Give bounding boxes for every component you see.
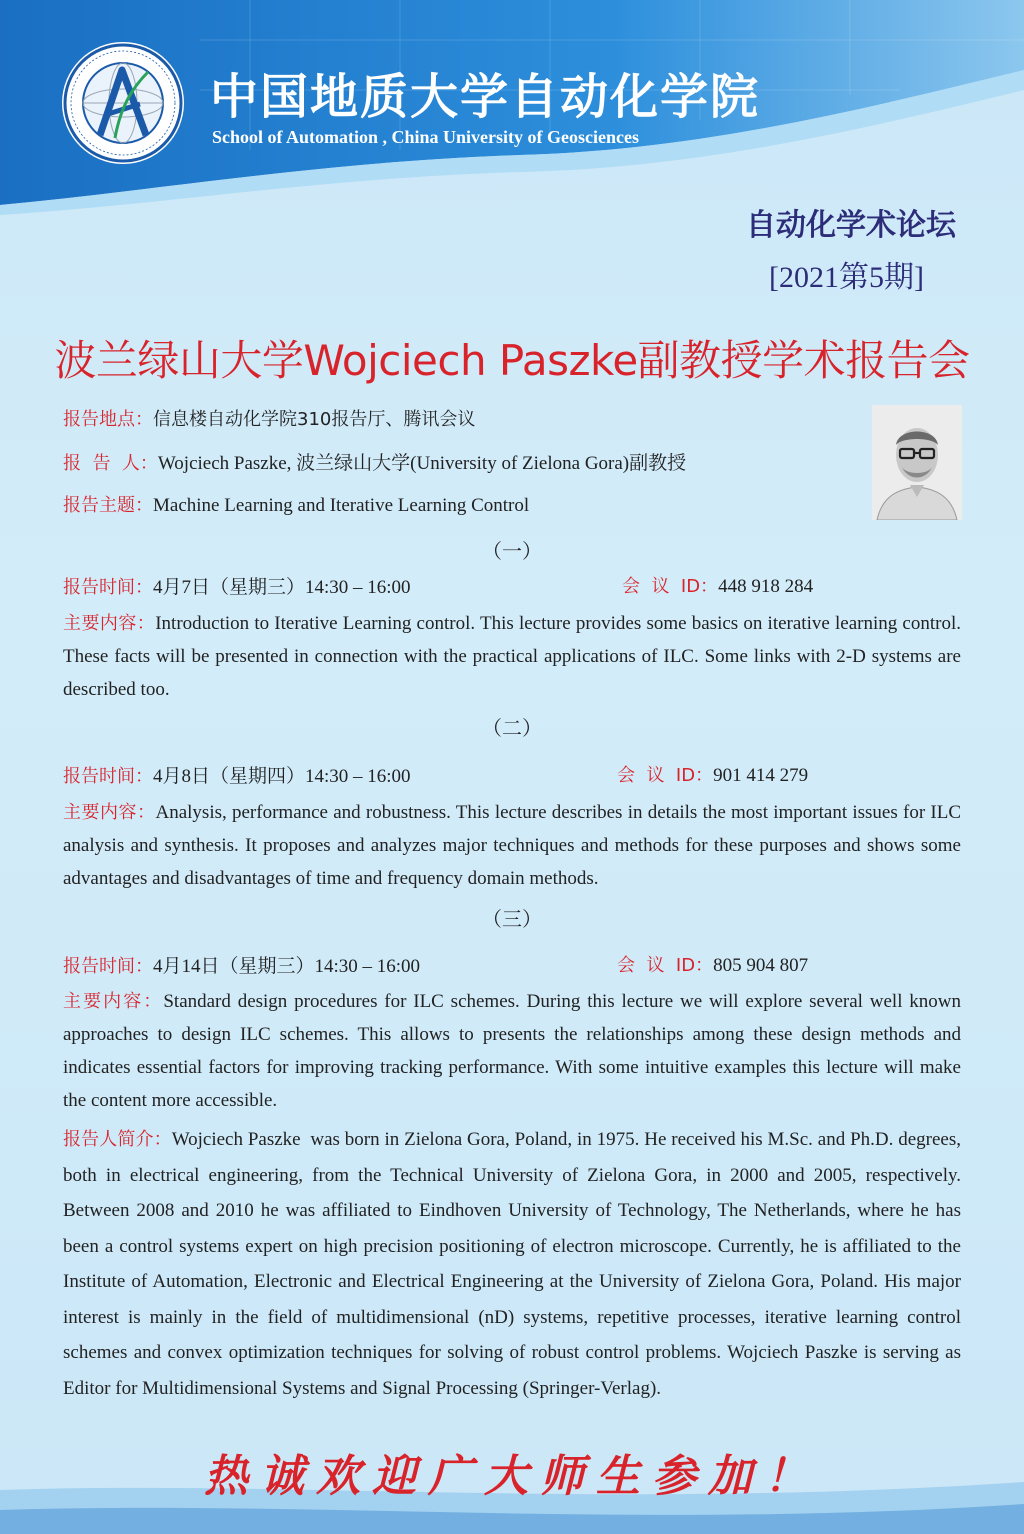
session-2-content-label: 主要内容： [63,802,156,823]
session-2-meeting-id: 901 414 279 [713,765,809,786]
session-3-time-row [63,951,420,978]
bio-name: Wojciech Paszke [171,1129,301,1150]
forum-issue: [2021第5期] [769,261,924,294]
speaker-label: 报 告 人： [63,453,158,474]
school-name-en: School of Automation , China University of Geosciences [212,127,639,147]
topic-row [63,491,529,517]
welcome-slogan: 热诚欢迎广大师生参加！ [204,1451,820,1502]
school-name-cn: 中国地质大学自动化学院 [210,69,761,125]
session-1-time: 4月7日（星期三）14:30 – 16:00 [153,577,411,598]
location-label: 报告地点： [63,409,153,430]
session-1-meeting-label: 会 议 ID： [622,576,719,597]
forum-title: 自动化学术论坛 [746,208,956,243]
speaker-bio [63,1122,966,1406]
session-1-time-label: 报告时间： [63,577,153,598]
session-1-meeting-id: 448 918 284 [718,576,814,597]
session-1-content-text: Introduction to Iterative Learning control. This lecture provides some basics on iterative learning control. These facts will be presented in connection with the practical applications of ILC. Some links with 2-D systems are described too. [63,613,962,700]
session-3-content-label: 主要内容： [63,991,164,1012]
session-3-time-label: 报告时间： [63,956,153,977]
session-3-time: 4月14日（星期三）14:30 – 16:00 [153,956,421,977]
speaker-row [63,448,686,475]
session-1-number: （一） [482,539,542,563]
university-logo [60,40,186,166]
bio-text: was born in Zielona Gora, Poland, in 1975. He received his M.Sc. and Ph.D. degrees, both in electrical engineering, from the Technical University of Zielona Gora, in 2000 and 2005, respectively. Between 2008 and 2010 he was affiliated to Eindhoven University of Technology, The Netherlands, where he has been a control systems expert on high precision positioning of electron microscope. Currently, he is affiliated to the Institute of Automation, Electronic and Electrical Engineering at the University of Zielona Gora, Poland. His major interest is mainly in the field of multidimensional (nD) systems, repetitive processes, iterative learning control schemes and convex optimization techniques for solving of robust control problems. Wojciech Paszke is serving as Editor for Multidimensional Systems and Signal Processing (Springer-Verlag). [63,1129,966,1399]
session-2-number: （二） [482,716,542,740]
main-title: 波兰绿山大学Wojciech Paszke副教授学术报告会 [54,336,970,385]
session-3-content-text: Standard design procedures for ILC schemes. During this lecture we will explore several well known approaches to design ILC schemes. This allows to presents the relationships among these design methods and indicates essential factors for improving tracking performance. With some intuitive examples this lecture will make the content more accessible. [63,991,962,1111]
session-3-meeting-id: 805 904 807 [713,955,809,976]
session-3-content [63,985,961,1117]
location-row [63,405,475,431]
session-1-content [63,607,961,706]
topic-label: 报告主题： [63,495,153,516]
speaker-photo [872,405,962,520]
session-3-meeting-row [617,951,808,977]
session-2-content-text: Analysis, performance and robustness. This lecture describes in details the most important issues for ILC analysis and synthesis. It proposes and analyzes major techniques and methods for these purposes and shows some advantages and disadvantages of time and frequency domain methods. [63,802,962,889]
session-1-time-row [63,572,411,599]
session-3-meeting-label: 会 议 ID： [617,955,714,976]
bio-label: 报告人简介： [63,1129,172,1150]
session-1-content-label: 主要内容： [63,613,156,634]
session-2-time-row [63,761,411,788]
speaker-value: Wojciech Paszke, 波兰绿山大学(University of Zielona Gora)副教授 [157,453,687,474]
session-3-number: （三） [482,907,542,931]
session-2-content [63,796,961,895]
session-2-time: 4月8日（星期四）14:30 – 16:00 [153,766,411,787]
topic-value: Machine Learning and Iterative Learning Control [153,495,530,516]
session-2-time-label: 报告时间： [63,766,153,787]
session-1-meeting-row [622,572,813,598]
session-2-meeting-row [617,761,808,787]
session-2-meeting-label: 会 议 ID： [617,765,714,786]
location-value: 信息楼自动化学院310报告厅、腾讯会议 [153,409,476,430]
